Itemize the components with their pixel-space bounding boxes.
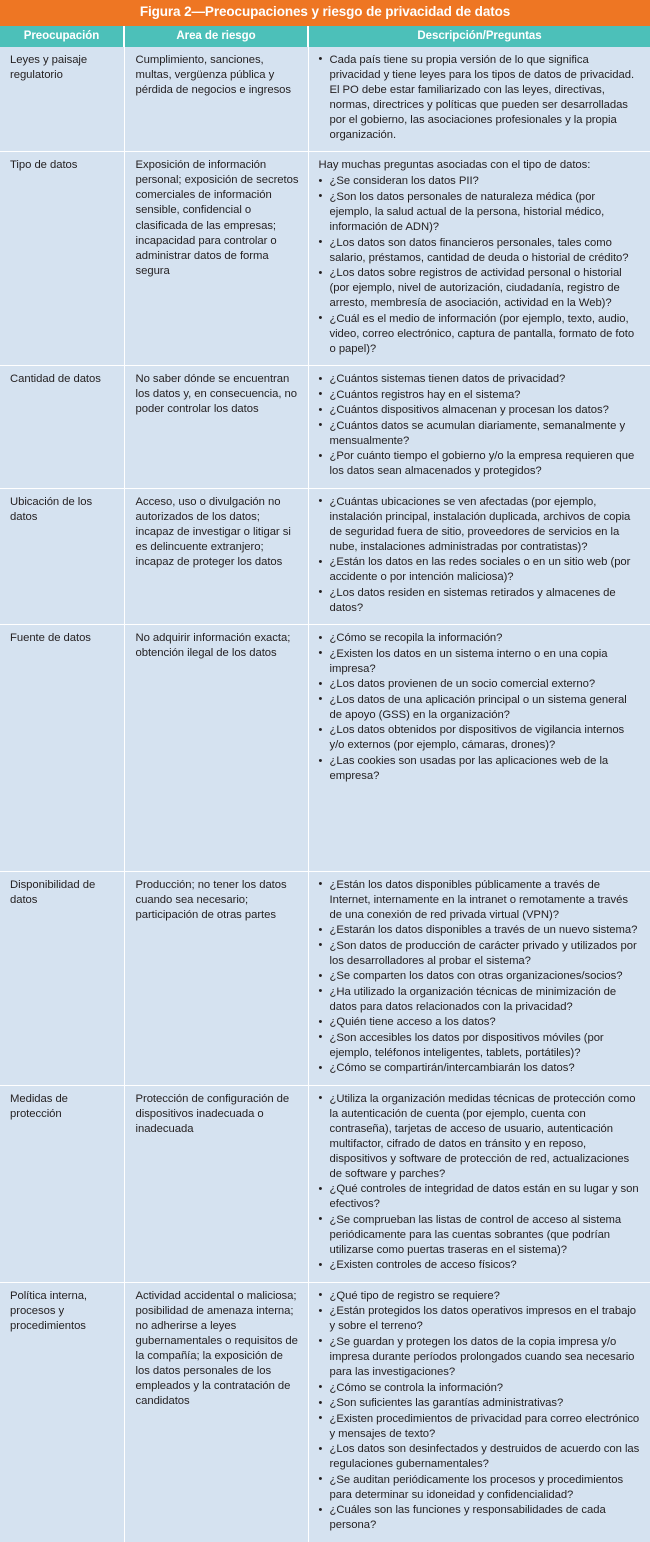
cell-risk-area: Producción; no tener los datos cuando sea necesario; participación de otras partes: [124, 871, 308, 1085]
list-item: • ¿Cómo se controla la información?: [319, 1381, 641, 1396]
cell-concern: Disponibilidad de datos: [0, 871, 124, 1085]
list-item: • ¿Las cookies son usadas por las aplicaciones web de la empresa?: [319, 754, 641, 784]
questions-list: [319, 878, 641, 1077]
list-item: • ¿Están los datos disponibles públicamente a través de Internet, internamente en la intranet o remotamente a través de una conexión de red privada virtual (VPN)?: [319, 878, 641, 923]
list-item: • ¿Los datos residen en sistemas retirados y almacenes de datos?: [319, 586, 641, 616]
privacy-concerns-table: [0, 26, 650, 1542]
table-header-row: [0, 26, 650, 47]
cell-risk-area: Exposición de información personal; exposición de secretos comerciales de información sensible, confidencial o clasificada de las empresas; incapacidad para controlar o administrar datos de forma segura: [124, 152, 308, 366]
cell-risk-area: Cumplimiento, sanciones, multas, vergüenza pública y pérdida de negocios e ingresos: [124, 47, 308, 152]
questions-list: [319, 53, 641, 143]
list-item: • ¿Son accesibles los datos por dispositivos móviles (por ejemplo, teléfonos inteligentes, tablets, portátiles)?: [319, 1031, 641, 1061]
cell-concern: Medidas de protección: [0, 1085, 124, 1282]
questions-list: [319, 1289, 641, 1533]
list-item: • ¿Se consideran los datos PII?: [319, 174, 641, 189]
list-item: • ¿Estarán los datos disponibles a través de un nuevo sistema?: [319, 923, 641, 938]
cell-risk-area: Protección de configuración de dispositivos inadecuada o inadecuada: [124, 1085, 308, 1282]
cell-description-questions: [308, 366, 650, 489]
list-item: • ¿Cuántos dispositivos almacenan y procesan los datos?: [319, 403, 641, 418]
list-item: • ¿Cuántas ubicaciones se ven afectadas (por ejemplo, instalación principal, instalación duplicada, archivos de copia de seguridad fuera de sitio, proveedores de servicios en la nube, instalaciones administradas por contratistas)?: [319, 495, 641, 555]
list-item: • ¿Se guardan y protegen los datos de la copia impresa y/o impresa durante períodos prolongados cuando sea necesario para las investigaciones?: [319, 1335, 641, 1380]
table-body: [0, 47, 650, 1542]
list-item: • ¿Los datos provienen de un socio comercial externo?: [319, 677, 641, 692]
list-item: • ¿Cuál es el medio de información (por ejemplo, texto, audio, video, correo electrónico, captura de pantalla, formato de foto o papel)?: [319, 312, 641, 357]
list-item: • ¿Cuántos sistemas tienen datos de privacidad?: [319, 372, 641, 387]
figure-title: Figura 2—Preocupaciones y riesgo de privacidad de datos: [0, 0, 650, 26]
questions-list: [319, 495, 641, 616]
table-row: [0, 1085, 650, 1282]
list-item: • ¿Los datos son datos financieros personales, tales como salario, préstamos, cantidad de deuda o historial de crédito?: [319, 236, 641, 266]
table-row: [0, 625, 650, 871]
list-item: • ¿Qué tipo de registro se requiere?: [319, 1289, 641, 1304]
list-item: • ¿Los datos obtenidos por dispositivos de vigilancia internos y/o externos (por ejemplo, cámaras, drones)?: [319, 723, 641, 753]
list-item: • ¿Ha utilizado la organización técnicas de minimización de datos para datos relacionados con la privacidad?: [319, 985, 641, 1015]
table-row: [0, 1282, 650, 1541]
cell-description-questions: [308, 1085, 650, 1282]
list-item: • ¿Son los datos personales de naturaleza médica (por ejemplo, la salud actual de la persona, historial médico, información de ADN)?: [319, 190, 641, 235]
list-item: • ¿Son datos de producción de carácter privado y utilizados por los desarrolladores al probar el sistema?: [319, 939, 641, 969]
list-item: • ¿Quién tiene acceso a los datos?: [319, 1015, 641, 1030]
table-row: [0, 871, 650, 1085]
list-item: • ¿Por cuánto tiempo el gobierno y/o la empresa requieren que los datos sean almacenados y protegidos?: [319, 449, 641, 479]
cell-description-questions: [308, 871, 650, 1085]
list-item: • ¿Cuántos datos se acumulan diariamente, semanalmente y mensualmente?: [319, 419, 641, 449]
column-header-description: Descripción/Preguntas: [308, 26, 650, 47]
cell-concern: Fuente de datos: [0, 625, 124, 871]
list-item: • ¿Cuántos registros hay en el sistema?: [319, 388, 641, 403]
cell-description-questions: [308, 1282, 650, 1541]
cell-description-questions: [308, 488, 650, 625]
questions-list: [319, 1092, 641, 1274]
cell-risk-area: No saber dónde se encuentran los datos y, en consecuencia, no poder controlar los datos: [124, 366, 308, 489]
list-item: • ¿Los datos sobre registros de actividad personal o historial (por ejemplo, nivel de autorización, ciudadanía, registro de arresto, membresía de asociación, actividad en la Web)?: [319, 266, 641, 311]
table-row: [0, 488, 650, 625]
list-item: • ¿Se auditan periódicamente los procesos y procedimientos para determinar su idoneidad y confidencialidad?: [319, 1473, 641, 1503]
row-bottom-spacer: [319, 785, 641, 863]
list-item: • ¿Están protegidos los datos operativos impresos en el trabajo y sobre el terreno?: [319, 1304, 641, 1334]
list-item: • ¿Se comprueban las listas de control de acceso al sistema periódicamente para las cuentas sobrantes (que podrían utilizarse como puertas traseras en el sistema)?: [319, 1213, 641, 1258]
column-header-risk-area: Area de riesgo: [124, 26, 308, 47]
table-row: [0, 366, 650, 489]
cell-risk-area: Acceso, uso o divulgación no autorizados de los datos; incapaz de investigar o litigar si es delincuente extranjero; incapaz de proteger los datos: [124, 488, 308, 625]
list-item: • ¿Cómo se compartirán/intercambiarán los datos?: [319, 1061, 641, 1076]
list-item: • ¿Utiliza la organización medidas técnicas de protección como la autenticación de cuenta (por ejemplo, cuenta con contraseña), tarjetas de acceso de usuario, autenticación multifactor, cifrado de datos en tránsito y en reposo, dispositivos y software de protección de red, actualizaciones de software y parches?: [319, 1092, 641, 1182]
cell-concern: Cantidad de datos: [0, 366, 124, 489]
questions-list: [319, 372, 641, 479]
questions-intro: Hay muchas preguntas asociadas con el tipo de datos:: [318, 159, 591, 172]
cell-description-questions: [308, 47, 650, 152]
list-item: • ¿Qué controles de integridad de datos están en su lugar y son efectivos?: [319, 1182, 641, 1212]
cell-concern: Leyes y paisaje regulatorio: [0, 47, 124, 152]
cell-risk-area: No adquirir información exacta; obtención ilegal de los datos: [124, 625, 308, 871]
list-item: • ¿Están los datos en las redes sociales o en un sitio web (por accidente o por intención maliciosa)?: [319, 555, 641, 585]
list-item: • ¿Existen controles de acceso físicos?: [319, 1258, 641, 1273]
list-item: • ¿Son suficientes las garantías administrativas?: [319, 1396, 641, 1411]
list-item: • ¿Cómo se recopila la información?: [319, 631, 641, 646]
cell-description-questions: [308, 625, 650, 871]
questions-list: [319, 174, 641, 356]
cell-concern: Ubicación de los datos: [0, 488, 124, 625]
list-item: • ¿Se comparten los datos con otras organizaciones/socios?: [319, 969, 641, 984]
cell-concern: Política interna, procesos y procedimientos: [0, 1282, 124, 1541]
table-row: [0, 47, 650, 152]
list-item: • ¿Los datos de una aplicación principal o un sistema general de apoyo (GSS) en la organización?: [319, 693, 641, 723]
cell-description-questions: [308, 152, 650, 366]
table-row: [0, 152, 650, 366]
cell-risk-area: Actividad accidental o maliciosa; posibilidad de amenaza interna; no adherirse a leyes gubernamentales o requisitos de la compañía; la exposición de los datos personales de los empleados y la contratación de candidatos: [124, 1282, 308, 1541]
cell-concern: Tipo de datos: [0, 152, 124, 366]
list-item: • ¿Existen los datos en un sistema interno o en una copia impresa?: [319, 647, 641, 677]
table-header: [0, 26, 650, 47]
list-item: • ¿Cuáles son las funciones y responsabilidades de cada persona?: [319, 1503, 641, 1533]
list-item: • ¿Existen procedimientos de privacidad para correo electrónico y mensajes de texto?: [319, 1412, 641, 1442]
list-item: • Cada país tiene su propia versión de lo que significa privacidad y tiene leyes para los tipos de datos de privacidad. El PO debe estar familiarizado con las leyes, directivas, normas, directrices y políticas que pueden ser desarrolladas por el gobierno, las asociaciones profesionales y la propia organización.: [319, 53, 641, 143]
column-header-concern: Preocupación: [0, 26, 124, 47]
list-item: • ¿Los datos son desinfectados y destruidos de acuerdo con las regulaciones gubernamentales?: [319, 1442, 641, 1472]
questions-list: [319, 631, 641, 784]
